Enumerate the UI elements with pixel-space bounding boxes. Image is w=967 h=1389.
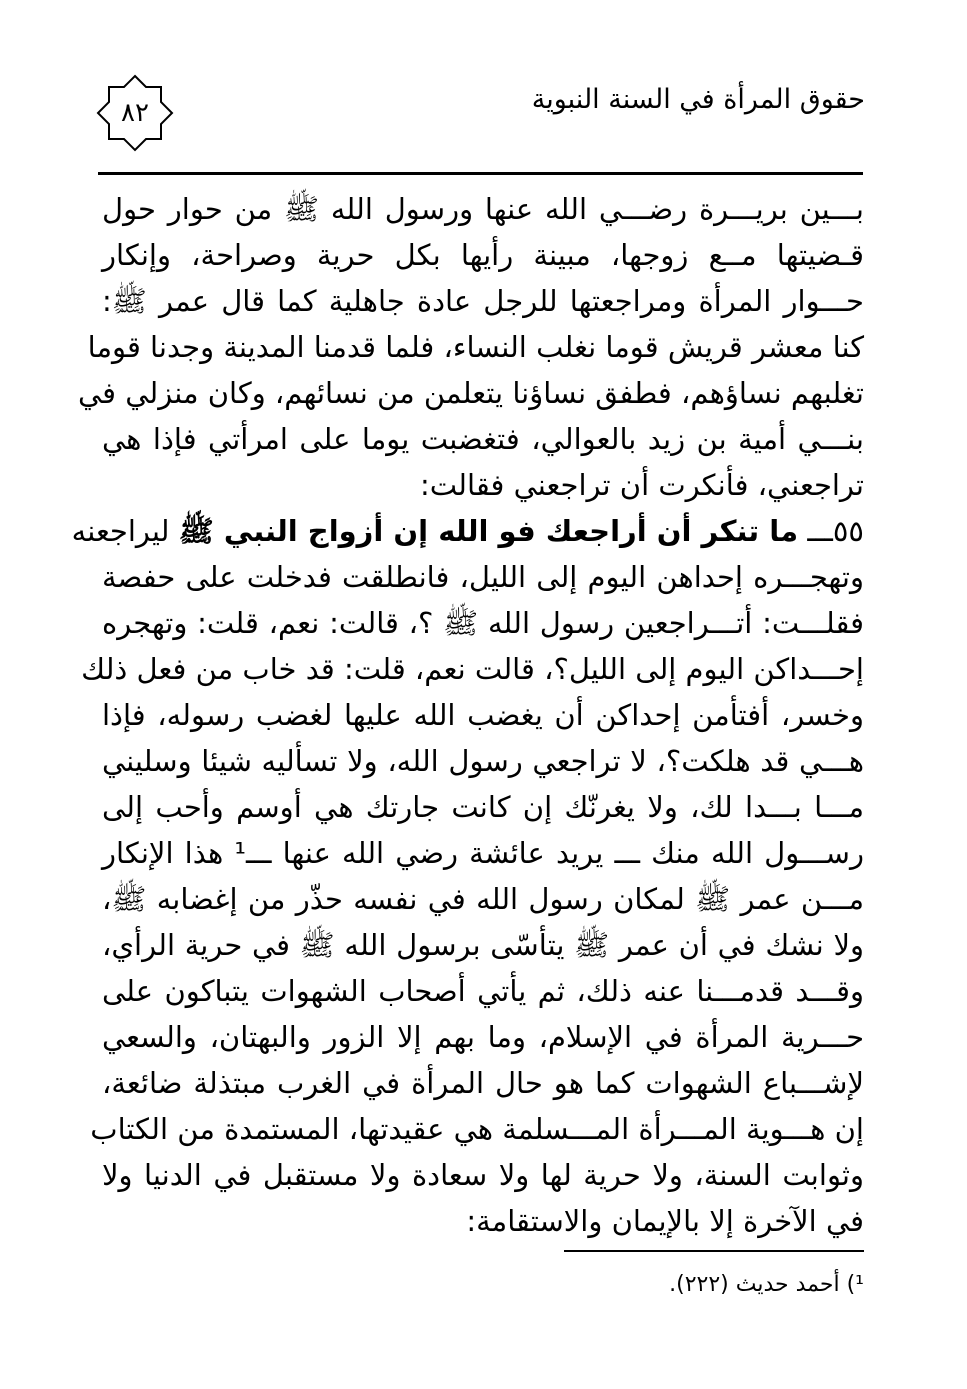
footnote-divider (564, 1250, 864, 1252)
text-line: قـضيتها مــع زوجها، مبينة رأيها بكل حرية وصراحة، وإنكار (102, 238, 864, 272)
page-number: ٨٢ (121, 98, 149, 128)
text-line: وقـــد قدمـــنا عنه ذلك، ثم يأتي أصحاب الشهوات يتباكون على (102, 974, 864, 1008)
hadith-line (71, 508, 864, 554)
text-line: مـــا بـــدا لك، ولا يغرنّك إن كانت جارتك هي أوسم وأحب إلى (102, 790, 864, 824)
footnote: ¹) أحمد حديث (٢٢٢). (669, 1272, 864, 1297)
hadith-quote-rest: ليراجعنه (71, 514, 170, 548)
text-line: كنا معشر قريش قوما نغلب النساء، فلما قدمنا المدينة وجدنا قوما (87, 330, 864, 364)
text-line: حـــرية المرأة في الإسلام، وما بهم إلا الزور والبهتان، والسعي (102, 1020, 864, 1054)
text-line: رســـول الله منك ـــ يريد عائشة رضي الله عنها ـــ¹ هذا الإنكار (102, 836, 864, 870)
running-title: حقوق المرأة في السنة النبوية (531, 84, 865, 115)
text-line: تغلبهم نساؤهم، فطفق نساؤنا يتعلمن من نسائهم، وكان منزلي في (78, 376, 864, 410)
text-line: لإشـــباع الشهوات كما هو حال المرأة في الغرب مبتذلة ضائعة، (102, 1066, 864, 1100)
header-divider (98, 172, 863, 175)
text-line: هـــي قد هلكت؟، لا تراجعي رسول الله، ولا تسأليه شيئا وسليني (102, 744, 864, 778)
hadith-quote-bold: ما تنكر أن أراجعك فو الله إن أزواج النبي ﷺ (178, 514, 799, 548)
text-line: وتهجـــره إحداهن اليوم إلى الليل، فانطلقت فدخلت على حفصة (102, 560, 864, 594)
text-line: في الآخرة إلا بالإيمان والاستقامة: (466, 1204, 864, 1238)
text-line: إحـــداكن اليوم إلى الليل؟، قالت نعم، قلت: قد خاب من فعل ذلك (81, 652, 864, 686)
text-line: وخسر، أفتأمن إحداكن أن يغضب الله عليها لغضب رسوله، فإذا (102, 698, 864, 732)
page-number-badge (96, 74, 174, 152)
text-line: وثوابت السنة، ولا حرية لها ولا سعادة ولا مستقبل في الدنيا ولا (102, 1158, 864, 1192)
hadith-number: ٥٥ـــ (807, 514, 864, 548)
text-line: مـــن عمر ﷺ لمكان رسول الله في نفسه حذّر من إغضابه ﷺ، (102, 882, 864, 916)
text-line: بـــين بريـــرة رضـــي الله عنها ورسول الله ﷺ من حوار حول (102, 192, 864, 226)
main-text (71, 186, 864, 1244)
text-line: بنـــي أمية بن زيد بالعوالي، فتغضبت يوما على امرأتي فإذا هي (102, 422, 864, 456)
text-line: فقلـــت: أتـــراجعين رسول الله ﷺ ؟، قالت: نعم، قلت: وتهجره (102, 606, 864, 640)
text-line: ولا نشك في أن عمر ﷺ يتأسّى برسول الله ﷺ في حرية الرأي، (102, 928, 864, 962)
text-line: إن هـــوية المـــرأة المـــسلمة هي عقيدتها، المستمدة من الكتاب (90, 1112, 864, 1146)
text-line: تراجعني، فأنكرت أن تراجعني فقالت: (419, 468, 864, 502)
text-line: حـــوار المرأة ومراجعتها للرجل عادة جاهلية كما قال عمر ﷺ: (102, 284, 864, 318)
